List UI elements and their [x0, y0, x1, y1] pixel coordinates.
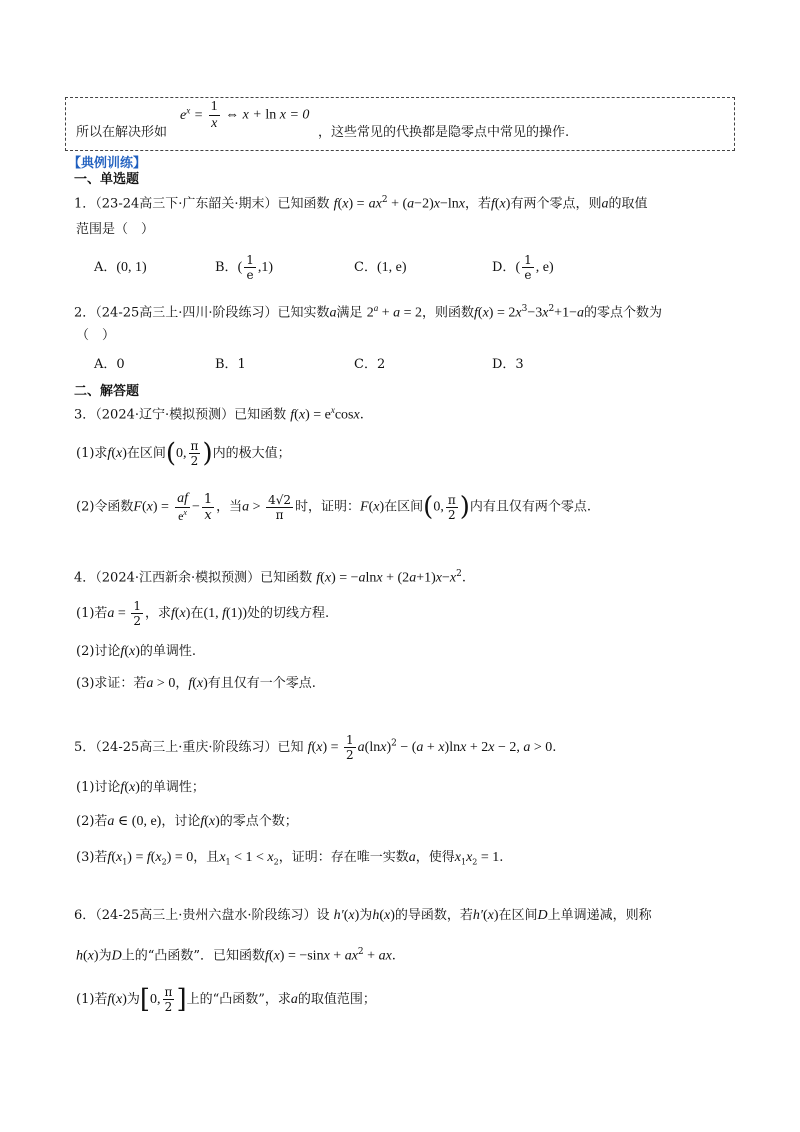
q2-option-b[interactable]: B．1: [215, 357, 246, 372]
section-title: 【典例训练】: [68, 156, 147, 171]
q1-option-d[interactable]: D．( $\frac{1}{e}$ , e): [492, 253, 554, 282]
q6-line2: h(x)为D上的“凸函数”．已知函数$f(x) = -\sin x + ax^2$ + ax.: [76, 947, 396, 964]
q2-option-a[interactable]: A．0: [94, 357, 125, 372]
hint-formula: $e^x$ = $\frac{1}{x}$ ⇔ x + ln x = 0: [180, 99, 310, 131]
part1-title: 一、单选题: [74, 172, 140, 187]
q1-line2: 范围是（ ）: [76, 222, 155, 237]
q4-part3: (3)求证：若a > 0，f(x)有且仅有一个零点.: [76, 676, 316, 691]
q1-option-b[interactable]: B．( $\frac{1}{e}$ ,1): [215, 253, 274, 282]
q5-part3: (3)若$f(x_1) = f(x_2) = 0$，且$x_1 < 1 < x_2$，证明：存在唯一实数a，使得$x_1x_2 = 1$.: [76, 850, 504, 867]
q4-line1: 4．（2024·江西新余·模拟预测）已知函数 $f(x) = -alnx + (2a+1)x-x^2$.: [74, 569, 466, 586]
q1-line1: 1．（23-24高三下·广东韶关·期末）已知函数 $f(x) = ax^2 + (a-2)x-\ln x$，若f(x)有两个零点，则a的取值: [74, 195, 648, 212]
q6-line1: 6．（24-25高三上·贵州六盘水·阶段练习）设 h′(x)为h(x)的导函数，若h′(x)在区间D上单调递减，则称: [74, 908, 652, 923]
q5-part1: (1)讨论f(x)的单调性；: [76, 780, 205, 795]
q4-part2: (2)讨论f(x)的单调性.: [76, 644, 197, 659]
q1-option-a[interactable]: A．(0, 1): [94, 260, 147, 275]
hint-box: [65, 97, 735, 151]
q4-part1: (1)若a = $\frac{1}{2}$ ，求f(x)在(1, f(1))处的切线方程.: [76, 599, 330, 628]
part2-title: 二、解答题: [74, 384, 140, 399]
q5-line1: 5．（24-25高三上·重庆·阶段练习）已知 f(x) = $\frac{1}{2}$ $a(\ln x)^2 - (a + x)\ln x + 2x - 2$, a > 0.: [74, 733, 557, 762]
q2-line2: （ ）: [76, 328, 116, 343]
q3-line1: 3．（2024·辽宁·模拟预测）已知函数 $f(x) = e^x\cos x$.: [74, 405, 364, 423]
q3-part2: (2)令函数F(x) = $\frac{af}{e^x}$ − $\frac{1}{x}$ ，当a > $\frac{4√2}{\pi}$ 时，证明：F(x)在区间(0, $\frac{\pi}{2}$ )内有且仅有两个零点.: [76, 491, 591, 523]
q2-option-d[interactable]: D．3: [492, 357, 524, 372]
q6-part1: (1)若f(x)为[0, $\frac{\pi}{2}$ ]上的“凸函数”，求a的取值范围；: [76, 984, 376, 1015]
q5-part2: (2)若a ∈ (0, e)，讨论f(x)的零点个数；: [76, 814, 298, 829]
q3-part1: (1)求f(x)在区间(0, $\frac{\pi}{2}$ )内的极大值；: [76, 438, 291, 469]
q2-option-c[interactable]: C．2: [354, 357, 386, 372]
q2-line1: 2．（24-25高三上·四川·阶段练习）已知实数a满足 $2^a + a = 2$，则函数$f(x) = 2x^3-3x^2+1-a$的零点个数为: [74, 303, 662, 321]
q1-option-c[interactable]: C．(1, e): [354, 260, 407, 275]
hint-suffix: ，这些常见的代换都是隐零点中常见的操作.: [318, 125, 570, 140]
hint-prefix: 所以在解决形如: [76, 125, 168, 140]
